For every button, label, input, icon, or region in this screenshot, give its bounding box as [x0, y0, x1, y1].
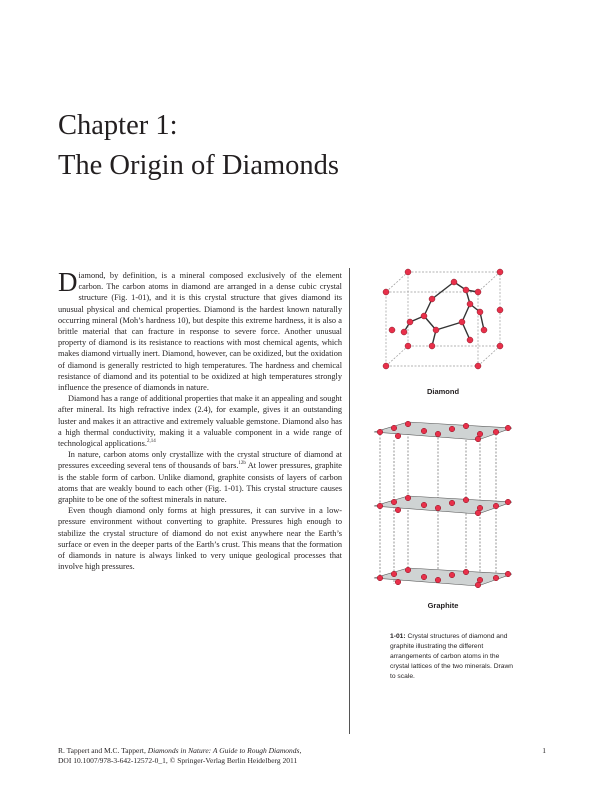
paragraph-1 — [58, 267, 342, 393]
column-divider — [349, 268, 350, 734]
citation-superscript: 12b — [238, 461, 246, 467]
drop-cap: D — [58, 267, 78, 297]
footer-line-1 — [58, 746, 478, 756]
page-number: 1 — [542, 746, 546, 755]
paragraph-2-text: Diamond has a range of additional properties that make it an appealing and sought after mineral. Its high refractive index (2.4), for example, gives it an outstanding luster and makes it an attractive and extremely valuable gemstone. Diamond also has a high thermal conductivity, making it a valuable component in a wide range of technological applications. — [58, 394, 342, 449]
caption-number: 1-01: — [390, 633, 406, 640]
caption-text: Crystal structures of diamond and graphite illustrating the different arrangements of carbon atoms in the crystal lattices of the two minerals. Drawn to scale. — [390, 633, 514, 680]
paragraph-4 — [58, 505, 342, 572]
diamond-label: Diamond — [426, 387, 460, 396]
footer-line-2: DOI 10.1007/978-3-642-12572-0_1, © Springer-Verlag Berlin Heidelberg 2011 — [58, 756, 298, 765]
paragraph-3 — [58, 449, 342, 505]
paragraph-4-text: Even though diamond only forms at high pressures, it can survive in a low-pressure environment without converting to graphite. Pressures high enough to stabilize the crystal structure of diamond do not exist anywhere near the Earth’s surface or even in the deeper parts of the Earth’s crust. This means that the formation of diamonds in nature is always linked to very unique geological processes that involve high pressures. — [58, 506, 342, 572]
diamond-lattice-illustration — [368, 260, 518, 382]
chapter-heading — [58, 106, 358, 186]
graphite-structure-figure — [368, 418, 518, 590]
graphite-label: Graphite — [427, 601, 459, 610]
graphite-lattice-illustration — [368, 418, 518, 590]
footer-authors: R. Tappert and M.C. Tappert, — [58, 746, 148, 755]
footer-line-1-end: , — [299, 746, 302, 755]
chapter-number: Chapter 1: — [58, 110, 178, 141]
diamond-structure-figure — [368, 260, 518, 382]
body-text — [58, 267, 342, 572]
paragraph-3-text-b: At lower pressures, graphite is the stable form of carbon. Unlike diamond, graphite consists of layers of carbon atoms that are weakly bound to each other (Fig. 1-01). This crystal structure causes graphite to be one of the softest minerals in nature. — [58, 461, 342, 505]
paragraph-1-text: iamond, by definition, is a mineral composed exclusively of the element carbon. The carbon atoms in diamond are arranged in a dense cubic crystal structure (Fig. 1-01), and it is this crystal structure that gives diamond its unusual physical and chemical properties. Diamond is the hardest known naturally occurring mineral (Moh’s hardness 10), but despite this extreme hardness, it is also a brittle material that can fracture in response to severe force. Another unusual property of diamond is its resistance to reactions with most chemical agents, which makes diamond virtually inert. Diamond, however, can be oxidized, but the oxidation of diamond is generally restricted to high temperatures. The hardness and chemical resistance of diamond and its potential to be oxidized at high temperatures strongly influence the presence of diamonds in nature. — [58, 271, 342, 393]
chapter-title: The Origin of Diamonds — [58, 150, 339, 181]
footer-citation — [58, 746, 478, 766]
paragraph-3-text: In nature, carbon atoms only crystallize with the crystal structure of diamond at pressures exceeding several tens of thousands of bars. — [58, 450, 342, 471]
paragraph-2 — [58, 393, 342, 449]
footer-book-title: Diamonds in Nature: A Guide to Rough Diamonds — [147, 746, 300, 755]
figure-caption — [390, 632, 515, 682]
citation-superscript: 2,14 — [146, 439, 156, 445]
